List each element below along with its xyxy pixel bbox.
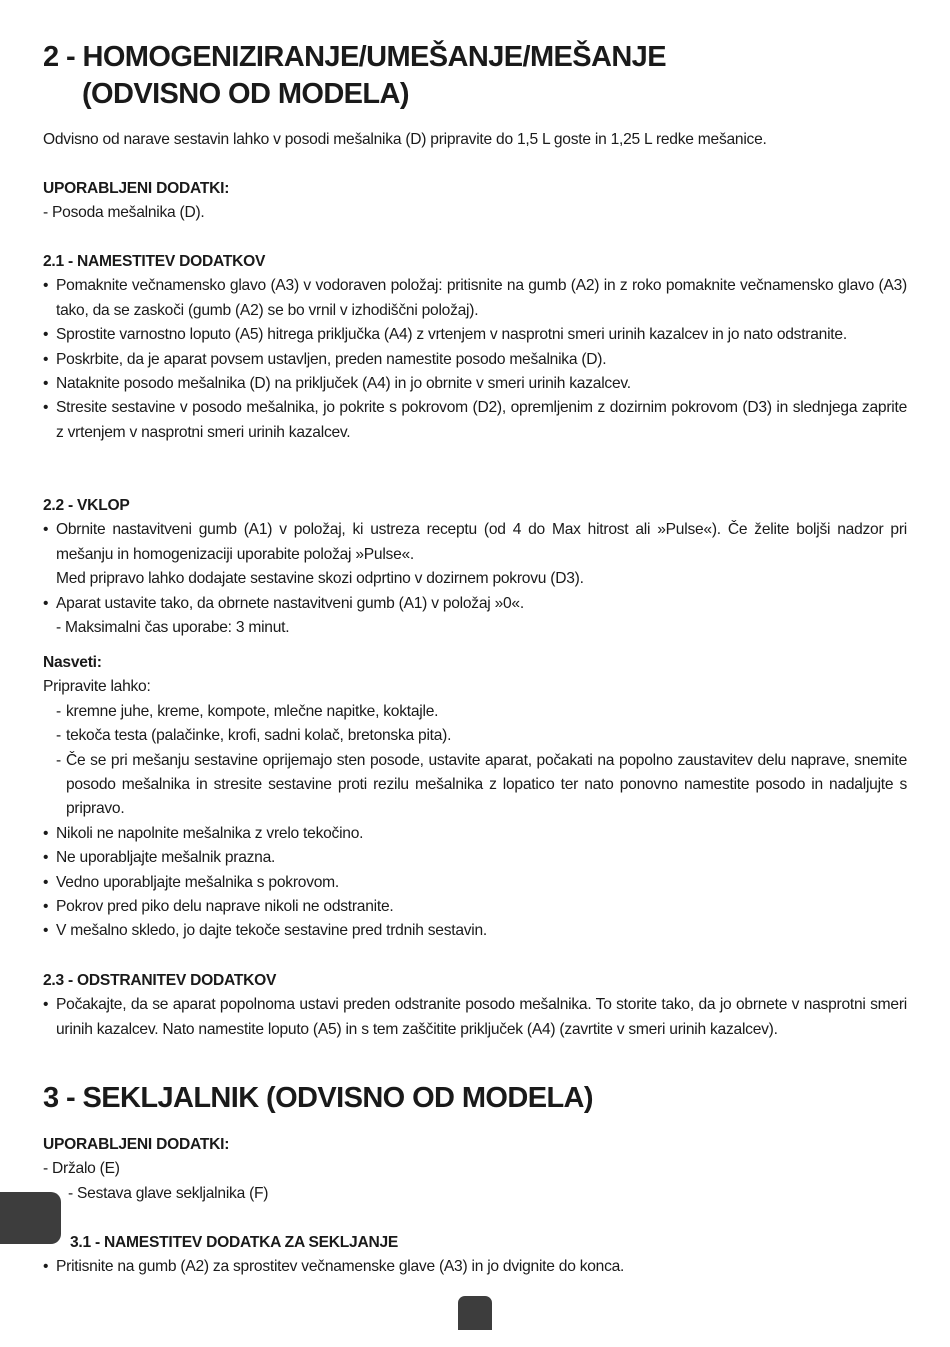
title-line-1: 2 - HOMOGENIZIRANJE/UMEŠANJE/MEŠANJE	[43, 41, 666, 73]
language-tab-marker	[0, 1192, 61, 1244]
intro-paragraph: Odvisno od narave sestavin lahko v posodi mešalnika (D) pripravite do 1,5 L goste in 1,25 L redke mešanice.	[43, 131, 767, 148]
bullet-item: • Počakajte, da se aparat popolnoma ustavi preden odstranite posodo mešalnika. To storite tako, da jo obrnete v nasprotni smeri urinih kazalcev. Nato namestite loputo (A5) in s tem zaščitite priključek (A4) (zavrtite v smeri urinih kazalcev).	[43, 993, 907, 1042]
tips-block	[43, 651, 907, 944]
bullet-note: - Maksimalni čas uporabe: 3 minut.	[56, 619, 290, 637]
section-heading: 2.3 - ODSTRANITEV DODATKOV	[43, 972, 277, 989]
bullet-item: • Stresite sestavine v posodo mešalnika, jo pokrite s pokrovom (D2), opremljenim z dozirnim pokrovom (D3) in slednjega zaprite z vrtenjem v nasprotni smeri urinih kazalcev.	[43, 396, 907, 445]
tip-item: - kremne juhe, kreme, kompote, mlečne napitke, koktajle.	[43, 700, 907, 724]
bullet-note: Med pripravo lahko dodajate sestavine skozi odprtino v dozirnem pokrovu (D3).	[56, 570, 584, 588]
bullet-item: • Sprostite varnostno loputo (A5) hitrega priključka (A4) z vrtenjem v nasprotni smeri urinih kazalcev in jo nato odstranite.	[43, 323, 907, 347]
tip-item: - Če se pri mešanju sestavine oprijemajo sten posode, ustavite aparat, počakati na popolno zaustavitev delu naprave, snemite posodo mešalnika in stresite sestavine proti rezilu mešalnika z lopatico ter nato ponovno namestite posodo in nadaljujte s pripravo.	[43, 749, 907, 822]
accessory-item: - Držalo (E)	[43, 1160, 120, 1178]
title-line-2: (ODVISNO OD MODELA)	[82, 78, 409, 110]
bullet-item: • Pokrov pred piko delu naprave nikoli ne odstranite.	[43, 895, 907, 919]
tips-intro: Pripravite lahko:	[43, 678, 151, 696]
page-number-box	[458, 1296, 492, 1330]
bullet-item: • Pritisnite na gumb (A2) za sprostitev večnamenske glave (A3) in jo dvignite do konca.	[43, 1255, 907, 1279]
bullet-item: • Obrnite nastavitveni gumb (A1) v položaj, ki ustreza receptu (od 4 do Max hitrost ali »Pulse«). Če želite boljši nadzor pri mešanju in homogenizaciji uporabite položaj »Pulse«.	[43, 518, 907, 567]
tips-heading: Nasveti:	[43, 654, 102, 671]
tip-item: - tekoča testa (palačinke, krofi, sadni kolač, bretonska pita).	[43, 724, 907, 748]
section-heading: 2.2 - VKLOP	[43, 497, 130, 514]
section-3-accessories	[43, 1133, 907, 1206]
bullet-item: • Ne uporabljajte mešalnik prazna.	[43, 846, 907, 870]
accessory-item: - Sestava glave sekljalnika (F)	[68, 1184, 269, 1202]
bullet-item: • Aparat ustavite tako, da obrnete nastavitveni gumb (A1) v položaj »0«.	[43, 592, 907, 616]
bullet-item: • Nataknite posodo mešalnika (D) na priključek (A4) in jo obrnite v smeri urinih kazalcev.	[43, 372, 907, 396]
bullet-item: • Poskrbite, da je aparat povsem ustavljen, preden namestite posodo mešalnika (D).	[43, 348, 907, 372]
accessory-item: - Posoda mešalnika (D).	[43, 204, 205, 222]
accessories-block	[43, 177, 907, 226]
section-2-1	[43, 250, 907, 445]
section-2-title	[43, 39, 907, 113]
accessories-heading: UPORABLJENI DODATKI:	[43, 180, 230, 197]
bullet-item: • Nikoli ne napolnite mešalnika z vrelo tekočino.	[43, 822, 907, 846]
section-3-1	[43, 1231, 907, 1280]
section-3-title: 3 - SEKLJALNIK (ODVISNO OD MODELA)	[43, 1082, 593, 1114]
bullet-item: • Pomaknite večnamensko glavo (A3) v vodoraven položaj: pritisnite na gumb (A2) in z roko pomaknite večnamensko glavo (A3) tako, da se zaskoči (gumb (A2) se bo vrnil v izhodiščni položaj).	[43, 274, 907, 323]
bullet-item: • Vedno uporabljajte mešalnika s pokrovom.	[43, 871, 907, 895]
section-heading: 2.1 - NAMESTITEV DODATKOV	[43, 253, 266, 270]
section-2-3	[43, 969, 907, 1042]
accessories-heading: UPORABLJENI DODATKI:	[43, 1136, 230, 1153]
section-heading: 3.1 - NAMESTITEV DODATKA ZA SEKLJANJE	[70, 1234, 399, 1251]
section-2-2	[43, 494, 907, 640]
bullet-item: • V mešalno skledo, jo dajte tekoče sestavine pred trdnih sestavin.	[43, 919, 907, 943]
